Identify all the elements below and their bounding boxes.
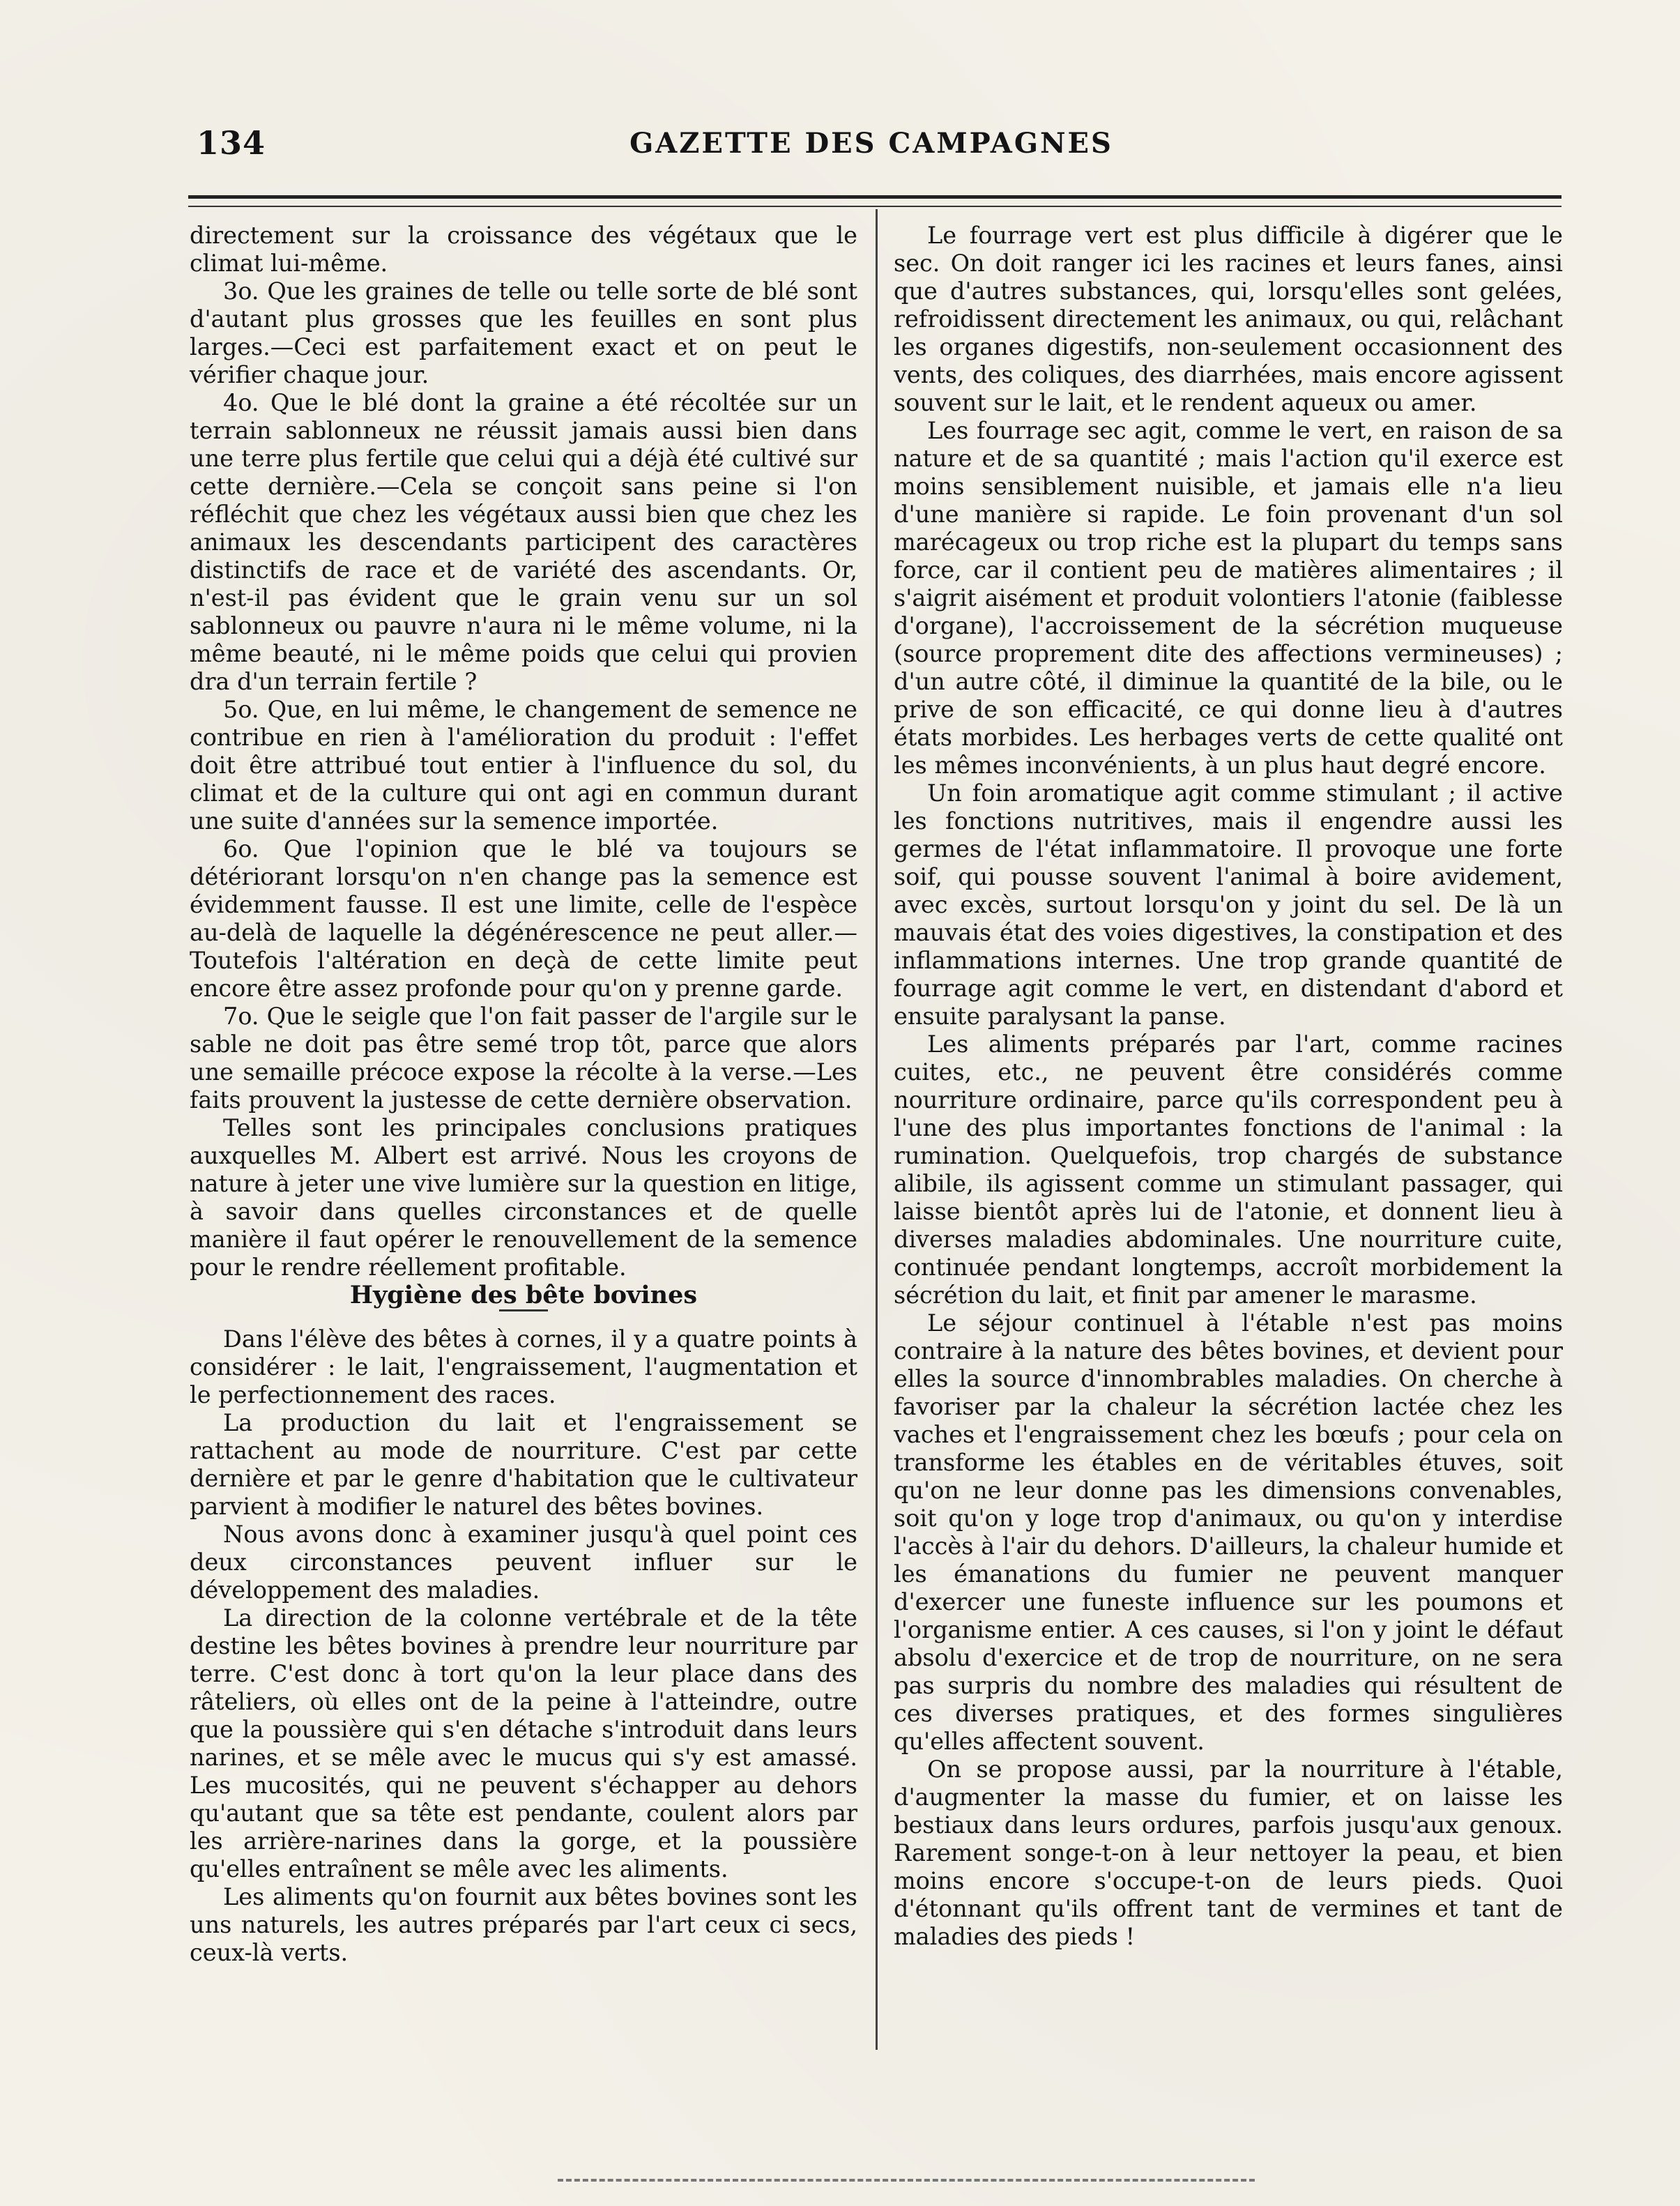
paragraph: 7o. Que le seigle que l'on fait passer de l'argile sur le sable ne doit pas être semé trop tôt, parce que alors une semaille précoce expose la récolte à la verse.—Les faits prouvent la justesse de cette dernière observation. [190,1003,857,1113]
paragraph: La direction de la colonne vertébrale et de la tête destine les bêtes bovines à prendre leur nourriture par terre. C'est donc à tort qu'on la leur place dans des râteliers, où elles ont de la peine à l'atteindre, outre que la poussière qui s'en détache s'introduit dans leurs narines, et se mêle avec le mucus qui s'y est amassé. Les mucosités, qui ne peuvent s'échapper au dehors qu'autant que sa tête est pendante, coulent alors par les arrière-narines dans la gorge, et la poussière qu'elles entraînent se mêle avec les aliments. [190,1604,857,1882]
paragraph: Dans l'élève des bêtes à cornes, il y a quatre points à considérer : le lait, l'engraissement, l'augmentation et le perfectionnement des races. [190,1325,857,1408]
paragraph: 5o. Que, en lui même, le changement de semence ne contribue en rien à l'amélioration du produit : l'effet doit être attribué tout entier à l'influence du sol, du climat et de la culture qui ont agi en commun durant une suite d'années sur la semence importée. [190,696,857,835]
section-rule [499,1309,548,1311]
paragraph: Le séjour continuel à l'étable n'est pas moins contraire à la nature des bêtes bovines, et devient pour elles la source d'innombrables maladies. On cherche à favoriser par la chaleur la sécrétion lactée chez les vaches et l'engraissement chez les bœufs ; pour cela on transforme les étables en de véritables étuves, soit qu'on ne leur donne pas les dimensions convenables, soit qu'on y loge trop d'animaux, ou qu'on y interdise l'accès à l'air du dehors. D'ailleurs, la chaleur humide et les émanations du fumier ne peuvent manquer d'exercer une funeste influence sur les poumons et l'organisme entier. A ces causes, si l'on y joint le défaut absolu d'exercice et de trop de nourriture, on ne sera pas surpris du nombre des maladies qui résultent de ces diverses pratiques, et des formes singulières qu'elles affectent souvent. [894,1309,1563,1755]
paragraph: Telles sont les principales conclusions pratiques auxquelles M. Albert est arrivé. Nous les croyons de nature à jeter une vive lumière sur la question en litige, à savoir dans quelles circonstances et de quelle manière il faut opérer le renouvellement de la semence pour le rendre réellement profitable. [190,1114,857,1281]
scan-artifact [558,2179,1255,2186]
paragraph: Les aliments qu'on fournit aux bêtes bovines sont les uns naturels, les autres préparés par l'art ceux ci secs, ceux-là verts. [190,1883,857,1966]
paragraph: Nous avons donc à examiner jusqu'à quel point ces deux circonstances peuvent influer sur le développement des maladies. [190,1521,857,1604]
page-number: 134 [197,124,266,162]
left-column [190,222,857,1967]
paragraph: directement sur la croissance des végétaux que le climat lui-même. [190,222,857,277]
paragraph: 6o. Que l'opinion que le blé va toujours se détériorant lorsqu'on n'en change pas la semence est évidemment fausse. Il est une limite, celle de l'espèce au-delà de laquelle la dégénérescence ne peut aller.—Toutefois l'altération en deçà de cette limite peut encore être assez profonde pour qu'on y prenne garde. [190,835,857,1002]
section-title: Hygiène des bête bovines [349,1281,698,1309]
paragraph: La production du lait et l'engraissement se rattachent au mode de nourriture. C'est par cette dernière et par le genre d'habitation que le cultivateur parvient à modifier le naturel des bêtes bovines. [190,1409,857,1520]
paragraph: Un foin aromatique agit comme stimulant ; il active les fonctions nutritives, mais il engendre aussi les germes de l'état inflammatoire. Il provoque une forte soif, qui pousse souvent l'animal à boire avidement, avec excès, surtout lorsqu'on y joint du sel. De là un mauvais état des voies digestives, la constipation et des inflammations internes. Une trop grande quantité de fourrage agit comme le vert, en distendant d'abord et ensuite paralysant la panse. [894,779,1563,1030]
right-column [894,222,1563,1951]
paragraph: Les aliments préparés par l'art, comme racines cuites, etc., ne peuvent être considérés comme nourriture ordinaire, parce qu'ils correspondent peu à l'une des plus importantes fonctions de l'animal : la rumination. Quelquefois, trop chargés de substance alibile, ils agissent comme un stimulant passager, qui laisse bientôt après lui de l'atonie, et donnent lieu à diverses maladies abdominales. Une nourriture cuite, continuée pendant longtemps, accroît morbidement la sécrétion du lait, et finit par amener le marasme. [894,1030,1563,1309]
paragraph: 4o. Que le blé dont la graine a été récoltée sur un terrain sablonneux ne réussit jamais aussi bien dans une terre plus fertile que celui qui a déjà été cultivé sur cette dernière.—Cela se conçoit sans peine si l'on réfléchit que chez les végétaux aussi bien que chez les animaux les descendants participent des caractères distinctifs de race et de variété des ascendants. Or, n'est-il pas évident que le grain venu sur un sol sablonneux ou pauvre n'aura ni le même volume, ni la même beauté, ni le même poids que celui qui provien dra d'un terrain fertile ? [190,389,857,695]
column-divider [876,209,878,2050]
header-rule [188,195,1561,207]
paragraph: On se propose aussi, par la nourriture à l'étable, d'augmenter la masse du fumier, et on laisse les bestiaux dans leurs ordures, parfois jusqu'aux genoux. Rarement songe-t-on à leur nettoyer la peau, et bien moins encore s'occupe-t-on de leurs pieds. Quoi d'étonnant qu'ils offrent tant de vermines et tant de maladies des pieds ! [894,1756,1563,1950]
page-header [188,117,1555,173]
running-title: GAZETTE DES CAMPAGNES [629,127,1113,160]
paragraph: Le fourrage vert est plus difficile à digérer que le sec. On doit ranger ici les racines et leurs fanes, ainsi que d'autres substances, qui, lorsqu'elles sont gelées, refroidissent directement les animaux, ou qui, relâchant les organes digestifs, non-seulement occasionnent des vents, des coliques, des diarrhées, mais encore agissent souvent sur le lait, et le rendent aqueux ou amer. [894,222,1563,416]
paragraph: 3o. Que les graines de telle ou telle sorte de blé sont d'autant plus grosses que les feuilles en sont plus larges.—Ceci est parfaitement exact et on peut le vérifier chaque jour. [190,277,857,388]
paragraph: Les fourrage sec agit, comme le vert, en raison de sa nature et de sa quantité ; mais l'action qu'il exerce est moins sensiblement nuisible, et jamais elle n'a lieu d'une manière si rapide. Le foin provenant d'un sol marécageux ou trop riche est la plupart du temps sans force, car il contient peu de matières alimentaires ; il s'aigrit aisément et produit volontiers l'atonie (faiblesse d'organe), l'accroissement de la sécrétion muqueuse (source proprement dite des affections vermineuses) ; d'un autre côté, il diminue la quantité de la bile, ou le prive de son efficacité, ce qui donne lieu à d'autres états morbides. Les herbages verts de cette qualité ont les mêmes inconvénients, à un plus haut degré encore. [894,417,1563,779]
